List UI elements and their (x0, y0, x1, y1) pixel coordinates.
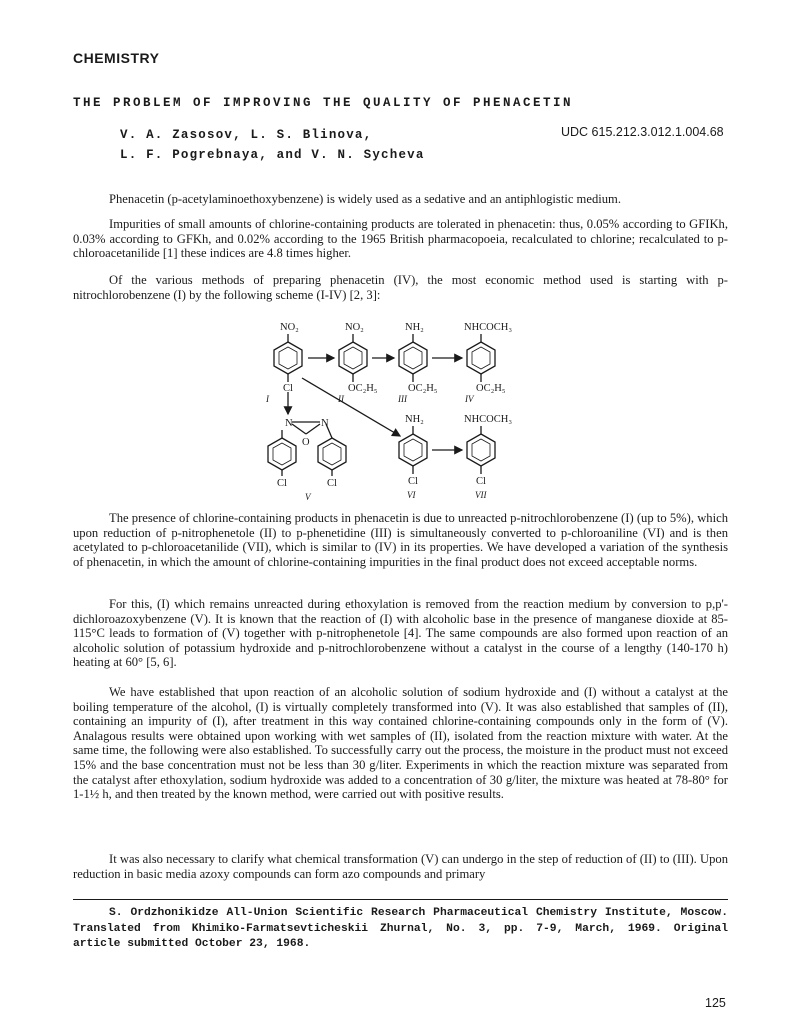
benzene-ring-v-right (318, 424, 346, 476)
substituent-label: NH₂ (405, 322, 424, 333)
substituent-label: OC₂H₅ (348, 383, 378, 394)
benzene-ring-iv (467, 334, 495, 382)
reaction-scheme (250, 318, 550, 503)
substituent-label: NO₂ (280, 322, 299, 333)
udc-code: UDC 615.212.3.012.1.004.68 (561, 125, 724, 139)
compound-numeral: II (338, 394, 344, 404)
paragraph: We have established that upon reaction of an alcoholic solution of sodium hydroxide and (I) without a catalyst at the boiling temperature of the alcohol, (I) is virtually completely transformed into (V). It was also established that samples of (II), containing an impurity of (I), after treatment in this way contained chlorine-containing compounds only in the form of (V). Analagous results were obtained upon working with wet samples of (II), isolated from the reaction mixture with water. At the same time, the following were also established. To successfully carry out the process, the moisture in the product must not exceed 15% and the base concentration must not be less than 30 g/liter. Experiments in which the reaction mixture was separated from the catalyst after ethoxylation, sodium hydroxide was added to a concentration of 30 g/liter, the mixture was heated at 78-80° for 1-1½ h, and then treated by the known method, were carried out with positive results. (73, 685, 728, 802)
compound-numeral: III (398, 394, 407, 404)
paragraph: For this, (I) which remains unreacted during ethoxylation is removed from the reaction medium by conversion to p,p'-dichloroazoxybenzene (V). It is known that the reaction of (I) with alcoholic base in the presence of manganese dioxide at 85-115°C leads to formation of (V) together with p-nitrophenetole [4]. The same compounds are also formed upon reaction of an alcoholic solution of potassium hydroxide and p-nitrochlorobenzene without a catalyst in the course of a lengthy (140-170 h) heating at 60° [5, 6]. (73, 597, 728, 670)
atom-label: N (285, 418, 293, 429)
substituent-label: Cl (277, 478, 287, 489)
benzene-ring-vii (467, 426, 495, 474)
compound-numeral: IV (465, 394, 474, 404)
section-heading: CHEMISTRY (73, 50, 160, 66)
paragraph: Of the various methods of preparing phenacetin (IV), the most economic method used is starting with p-nitrochlorobenzene (I) by the following scheme (I-IV) [2, 3]: (73, 273, 728, 302)
benzene-ring-i (274, 334, 302, 382)
atom-label: O (302, 437, 310, 448)
compound-numeral: I (266, 394, 269, 404)
benzene-ring-v-left (268, 430, 296, 476)
paragraph: It was also necessary to clarify what chemical transformation (V) can undergo in the step of reduction of (II) to (III). Upon reduction in basic media azoxy compounds can form azo compounds and primary (73, 852, 728, 881)
paragraph: Impurities of small amounts of chlorine-containing products are tolerated in phenacetin: thus, 0.05% according to GFIKh, 0.03% according to GFKh, and 0.02% according to the 1965 British pharmacopoeia, recalculated to chlorine; recalculated to p-chloroacetanilide [1] these indices are 4.8 times higher. (73, 217, 728, 261)
substituent-label: Cl (408, 476, 418, 487)
author-list (120, 125, 425, 165)
compound-numeral: VI (407, 490, 416, 500)
paragraph: The presence of chlorine-containing products in phenacetin is due to unreacted p-nitrochlorobenzene (I) (up to 5%), which upon reduction of p-nitrophenetole (II) to p-phenetidine (III) is simultaneously converted to p-chloroaniline (VI) and is then acetylated to p-chloroacetanilide (VII), which is similar to (IV) in its properties. We have developed a variation of the synthesis of phenacetin, in which the amount of chlorine-containing impurities in the final product does not exceed acceptable norms. (73, 511, 728, 569)
author-line: L. F. Pogrebnaya, and V. N. Sycheva (120, 148, 425, 162)
substituent-label: NHCOCH₃ (464, 322, 512, 333)
compound-numeral: V (305, 492, 311, 502)
benzene-ring-iii (399, 334, 427, 382)
substituent-label: OC₂H₅ (476, 383, 506, 394)
substituent-label: Cl (327, 478, 337, 489)
article-title: THE PROBLEM OF IMPROVING THE QUALITY OF PHENACETIN (73, 96, 574, 110)
substituent-label: OC₂H₅ (408, 383, 438, 394)
benzene-ring-vi (399, 426, 427, 474)
paragraph: Phenacetin (p-acetylaminoethoxybenzene) is widely used as a sedative and an antiphlogistic medium. (109, 192, 621, 206)
author-line: V. A. Zasosov, L. S. Blinova, (120, 128, 373, 142)
compound-numeral: VII (475, 490, 487, 500)
benzene-ring-ii (339, 334, 367, 382)
atom-label: N (321, 418, 329, 429)
substituent-label: Cl (283, 383, 293, 394)
substituent-label: NH₂ (405, 414, 424, 425)
footnote-rule (73, 899, 728, 900)
substituent-label: NHCOCH₃ (464, 414, 512, 425)
page-number: 125 (705, 996, 726, 1010)
footnote: S. Ordzhonikidze All-Union Scientific Research Pharmaceutical Chemistry Institute, Moscow. Translated from Khimiko-Farmatsevticheskii Zhurnal, No. 3, pp. 7-9, March, 1969. Original article submitted October 23, 1968. (73, 907, 728, 950)
substituent-label: NO₂ (345, 322, 364, 333)
substituent-label: Cl (476, 476, 486, 487)
